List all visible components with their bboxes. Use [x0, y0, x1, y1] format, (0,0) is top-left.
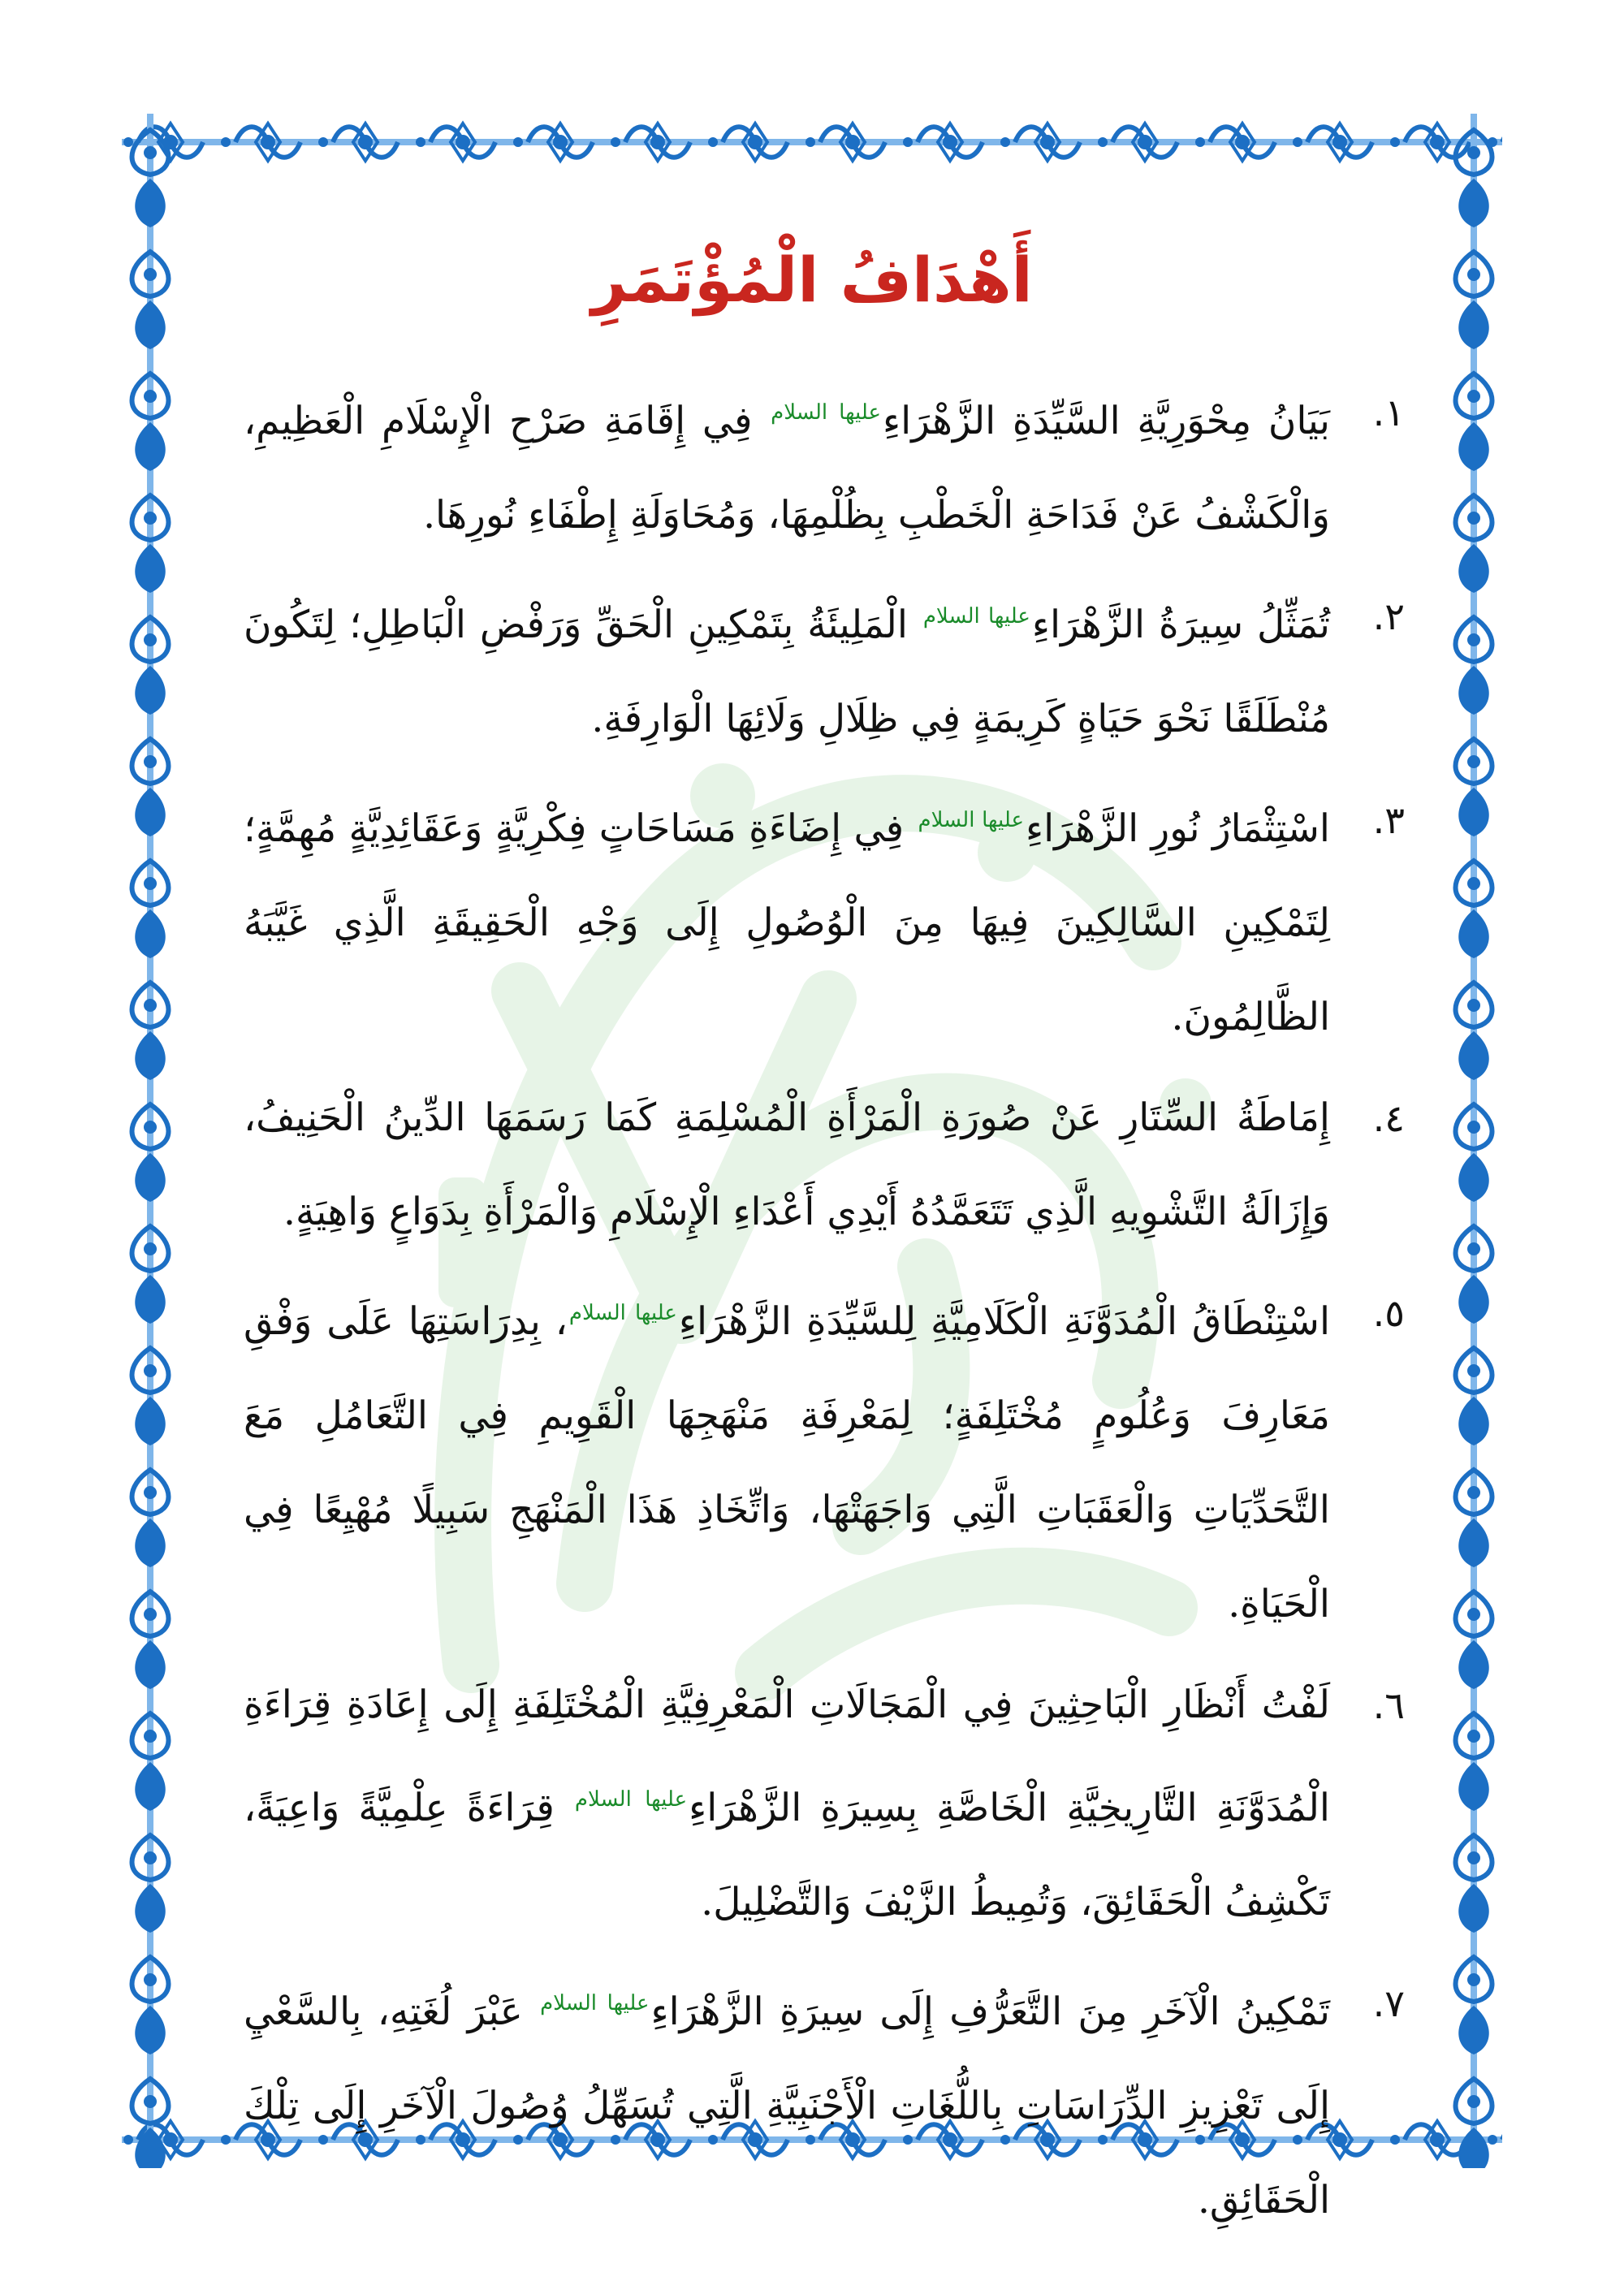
objective-item-1 — [244, 365, 1405, 563]
honorific-mark: عليها السلام — [574, 1787, 688, 1812]
objective-text-end: الْمَلِيئَةُ بِتَمْكِينِ الْحَقِّ وَرَفْضِ الْبَاطِلِ؛ لِتَكُونَ مُنْطَلَقًا نَحْوَ حَيَاةٍ كَرِيمَةٍ فِي ظِلَالِ وَلَائِهَا الْوَارِفَةِ. — [244, 603, 1330, 741]
objective-item-4 — [244, 1071, 1405, 1259]
objective-text-start: إِمَاطَةُ السِّتَارِ عَنْ صُورَةِ الْمَرْأَةِ الْمُسْلِمَةِ كَمَا رَسَمَهَا الدِّينُ الْحَنِيفُ، وَإِزَالَةُ التَّشْوِيهِ الَّذِي تَتَعَمَّدُهُ أَيْدِي أَعْدَاءِ الْإِسْلَامِ وَالْمَرْأَةِ بِدَوَاعٍ وَاهِيَةٍ. — [244, 1095, 1330, 1234]
objective-item-6 — [244, 1658, 1405, 1950]
objective-text-end: قِرَاءَةً عِلْمِيَّةً وَاعِيَةً، تَكْشِفُ الْحَقَائِقَ، وَتُمِيطُ الزَّيْفَ وَالتَّضْلِيلَ. — [244, 1786, 1330, 1925]
objective-number: ٦. — [1372, 1683, 1405, 1727]
objective-text-start: بَيَانُ مِحْوَرِيَّةِ السَّيِّدَةِ الزَّهْرَاءِ — [883, 399, 1330, 443]
objectives-list — [244, 365, 1405, 2254]
honorific-mark: عليها السلام — [540, 1991, 650, 2015]
objective-item-7 — [244, 1956, 1405, 2248]
objective-text-start: اسْتِثْمَارُ نُورِ الزَّهْرَاءِ — [1026, 806, 1330, 851]
objective-item-5 — [244, 1266, 1405, 1652]
objective-item-2 — [244, 569, 1405, 767]
objective-number: ٣. — [1372, 798, 1405, 842]
honorific-mark: عليها السلام — [922, 604, 1030, 629]
objective-text-end: عَبْرَ لُغَتِهِ، بِالسَّعْيِ إِلَى تَعْزِيزِ الدِّرَاسَاتِ بِاللُّغَاتِ الْأَجْنَبِيَّةِ الَّتِي تُسَهِّلُ وُصُولَ الْآخَرِ إِلَى تِلْكَ الْحَقَائِقِ. — [244, 1989, 1330, 2223]
page-title: أَهْدَافُ الْمُؤْتَمَرِ — [591, 244, 1033, 316]
objective-number: ٢. — [1372, 594, 1405, 638]
objective-number: ٤. — [1372, 1096, 1405, 1140]
honorific-mark: عليها السلام — [918, 808, 1025, 832]
frame-top-border — [122, 114, 1502, 171]
objective-text-start: تَمْكِينُ الْآخَرِ مِنَ التَّعَرُّفِ إِلَى سِيرَةِ الزَّهْرَاءِ — [650, 1989, 1330, 2034]
frame-right-border — [1445, 114, 1502, 2168]
objective-text-start: تُمَثِّلُ سِيرَةُ الزَّهْرَاءِ — [1031, 603, 1330, 647]
objective-number: ٧. — [1372, 1981, 1405, 2025]
objective-text-end: ، بِدِرَاسَتِهَا عَلَى وَفْقِ مَعَارِفَ وَعُلُومٍ مُخْتَلِفَةٍ؛ لِمَعْرِفَةِ مَنْهَجِهَا الْقَوِيمِ فِي التَّعَامُلِ مَعَ التَّحَدِّيَاتِ وَالْعَقَبَاتِ الَّتِي وَاجَهَتْهَا، وَاتِّخَاذِ هَذَا الْمَنْهَجِ سَبِيلًا مُهْيِعًا فِي الْحَيَاةِ. — [244, 1299, 1330, 1627]
objective-item-3 — [244, 773, 1405, 1065]
objective-number: ١. — [1372, 391, 1405, 434]
frame-left-border — [122, 114, 179, 2168]
honorific-mark: عليها السلام — [568, 1301, 677, 1325]
objective-text-end: فِي إِقَامَةِ صَرْحِ الْإِسْلَامِ الْعَظِيمِ، وَالْكَشْفُ عَنْ فَدَاحَةِ الْخَطْبِ بِظُلْمِهَا، وَمُحَاوَلَةِ إِطْفَاءِ نُورِهَا. — [244, 399, 1330, 538]
objective-number: ٥. — [1372, 1291, 1405, 1335]
objective-text-start: اسْتِنْطَاقُ الْمُدَوَّنَةِ الْكَلَامِيَّةِ لِلسَّيِّدَةِ الزَّهْرَاءِ — [678, 1299, 1331, 1344]
objective-text-start: لَفْتُ أَنْظَارِ الْبَاحِثِينَ فِي الْمَجَالَاتِ الْمَعْرِفِيَّةِ الْمُخْتَلِفَةِ إِلَى إِعَادَةِ قِرَاءَةِ الْمُدَوَّنَةِ التَّارِيخِيَّةِ الْخَاصَّةِ بِسِيرَةِ الزَّهْرَاءِ — [244, 1683, 1330, 1830]
objective-text-end: فِي إِضَاءَةِ مَسَاحَاتٍ فِكْرِيَّةٍ وَعَقَائِدِيَّةٍ مُهِمَّةٍ؛ لِتَمْكِينِ السَّالِكِينَ فِيهَا مِنَ الْوُصُولِ إِلَى وَجْهِ الْحَقِيقَةِ الَّذِي غَيَّبَهُ الظَّالِمُونَ. — [244, 806, 1330, 1039]
honorific-mark: عليها السلام — [771, 400, 882, 425]
